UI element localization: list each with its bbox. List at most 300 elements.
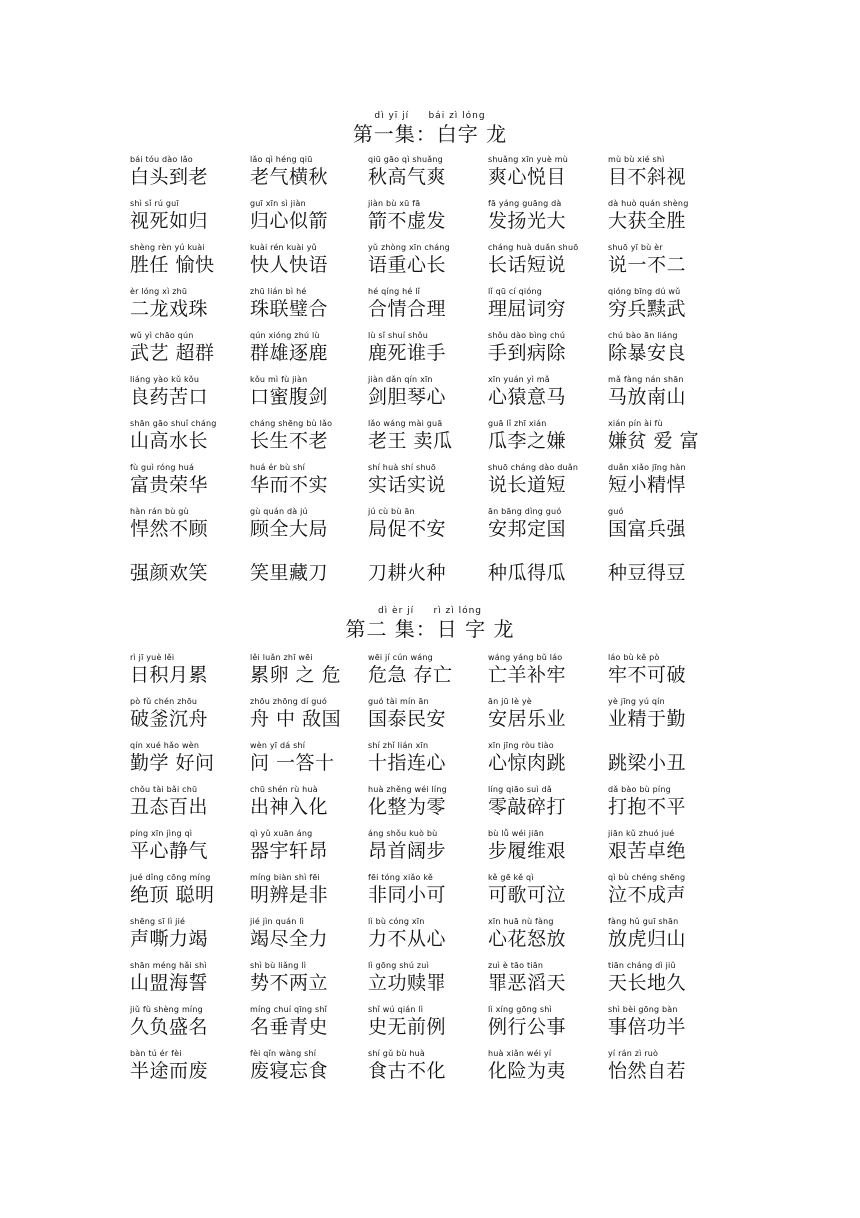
- idiom-text: 秋高气爽: [368, 166, 447, 188]
- section-1-title: [0, 110, 860, 146]
- idiom-row: [130, 1004, 850, 1048]
- idiom-pinyin: lì bù cóng xīn: [368, 917, 425, 926]
- idiom-pinyin: shí gǔ bù huà: [368, 1049, 426, 1058]
- idiom-row: [130, 242, 850, 286]
- idiom-cell: [368, 916, 486, 960]
- idiom-pinyin: dǎ bào bù píng: [608, 785, 671, 794]
- idiom-pinyin: shēng sī lì jié: [130, 917, 186, 926]
- idiom-text: 放虎归山: [608, 928, 687, 950]
- idiom-text: 破釜沉舟: [130, 708, 209, 730]
- idiom-text: 长话短说: [488, 254, 567, 276]
- idiom-text: 穷兵黩武: [608, 298, 687, 320]
- idiom-text: 非同小可: [368, 884, 447, 906]
- idiom-cell: [250, 550, 368, 594]
- idiom-cell: [608, 374, 726, 418]
- idiom-pinyin: guī xīn sì jiàn: [250, 199, 306, 208]
- idiom-text: 瓜李之嫌: [488, 430, 567, 452]
- idiom-text: 平心静气: [130, 840, 209, 862]
- idiom-cell: [250, 652, 368, 696]
- idiom-text: 除暴安良: [608, 342, 687, 364]
- idiom-pinyin: [608, 550, 726, 561]
- idiom-text: 良药苦口: [130, 386, 209, 408]
- idiom-text: 剑胆琴心: [368, 386, 447, 408]
- idiom-cell: [608, 916, 726, 960]
- idiom-pinyin: shì bèi gōng bàn: [608, 1005, 678, 1014]
- idiom-text: 绝顶 聪明: [130, 884, 215, 906]
- idiom-text: 强颜欢笑: [130, 562, 209, 584]
- idiom-pinyin: wèn yī dá shí: [250, 741, 306, 750]
- idiom-text: 珠联璧合: [250, 298, 329, 320]
- section-1-title-text: 第一集：白字 龙: [352, 122, 508, 146]
- idiom-cell: [368, 550, 486, 594]
- idiom-cell: [488, 418, 606, 462]
- idiom-pinyin: èr lóng xì zhū: [130, 287, 188, 296]
- idiom-cell: [250, 960, 368, 1004]
- idiom-cell: [368, 506, 486, 550]
- idiom-text: 勤学 好问: [130, 752, 215, 774]
- idiom-pinyin: fù guì róng huá: [130, 463, 195, 472]
- idiom-cell: [368, 872, 486, 916]
- idiom-text: 竭尽全力: [250, 928, 329, 950]
- idiom-text: 鹿死谁手: [368, 342, 447, 364]
- idiom-cell: [250, 286, 368, 330]
- idiom-pinyin: xīn huā nù fàng: [488, 917, 554, 926]
- idiom-cell: [488, 828, 606, 872]
- idiom-pinyin: jiān kǔ zhuó jué: [608, 829, 675, 838]
- idiom-text: 器宇轩昂: [250, 840, 329, 862]
- idiom-cell: [250, 418, 368, 462]
- idiom-pinyin: gù quán dà jú: [250, 507, 308, 516]
- idiom-text: 嫌贫 爱 富: [608, 430, 700, 452]
- idiom-cell: [250, 828, 368, 872]
- idiom-text: 说一不二: [608, 254, 687, 276]
- idiom-pinyin: lěi luǎn zhī wēi: [250, 653, 313, 662]
- idiom-text: 武艺 超群: [130, 342, 215, 364]
- idiom-pinyin: qín xué hǎo wèn: [130, 741, 200, 750]
- idiom-pinyin: fēi tóng xiǎo kě: [368, 873, 433, 882]
- idiom-cell: [608, 286, 726, 330]
- idiom-text: 危急 存亡: [368, 664, 453, 686]
- idiom-pinyin: jiàn dǎn qín xīn: [368, 375, 433, 384]
- idiom-pinyin: hé qíng hé lǐ: [368, 287, 421, 296]
- idiom-pinyin: yè jīng yú qín: [608, 697, 665, 706]
- idiom-text: 国泰民安: [368, 708, 447, 730]
- idiom-cell: [488, 872, 606, 916]
- idiom-cell: [368, 462, 486, 506]
- idiom-pinyin: fèi qǐn wàng shí: [250, 1049, 317, 1058]
- idiom-row: [130, 740, 850, 784]
- idiom-cell: [130, 198, 248, 242]
- idiom-cell: [130, 418, 248, 462]
- idiom-text: 心花怒放: [488, 928, 567, 950]
- idiom-pinyin: shì sǐ rú guī: [130, 199, 179, 208]
- idiom-text: 心猿意马: [488, 386, 567, 408]
- idiom-pinyin: lǐ qū cí qióng: [488, 287, 542, 296]
- idiom-pinyin: míng biàn shì fēi: [250, 873, 320, 882]
- idiom-cell: [250, 872, 368, 916]
- idiom-pinyin: jiàn bù xū fā: [368, 199, 421, 208]
- idiom-text: 零敲碎打: [488, 796, 567, 818]
- idiom-text: 舟 中 敌国: [250, 708, 342, 730]
- idiom-pinyin: huà zhěng wéi líng: [368, 785, 447, 794]
- idiom-pinyin: shuō cháng dào duǎn: [488, 463, 579, 472]
- idiom-cell: [368, 1004, 486, 1048]
- idiom-cell: [608, 418, 726, 462]
- idiom-pinyin: fàng hǔ guī shān: [608, 917, 679, 926]
- idiom-pinyin: kě gē kě qì: [488, 873, 534, 882]
- idiom-cell: [250, 740, 368, 784]
- idiom-pinyin: shí huà shí shuō: [368, 463, 436, 472]
- idiom-cell: [608, 828, 726, 872]
- idiom-text: 二龙戏珠: [130, 298, 209, 320]
- idiom-text: 理屈词穷: [488, 298, 567, 320]
- idiom-pinyin: [130, 550, 248, 561]
- idiom-text: 长生不老: [250, 430, 329, 452]
- idiom-cell: [368, 374, 486, 418]
- idiom-cell: [250, 1048, 368, 1092]
- section-2-title-text: 第二 集：日 字 龙: [345, 617, 515, 641]
- idiom-pinyin: huà xiǎn wéi yí: [488, 1049, 552, 1058]
- idiom-pinyin: cháng huà duǎn shuō: [488, 243, 579, 252]
- idiom-cell: [250, 198, 368, 242]
- idiom-cell: [608, 154, 726, 198]
- idiom-text: 白头到老: [130, 166, 209, 188]
- idiom-pinyin: píng xīn jìng qì: [130, 829, 193, 838]
- idiom-cell: [130, 506, 248, 550]
- idiom-pinyin: chú bào ān liáng: [608, 331, 678, 340]
- idiom-pinyin: áng shǒu kuò bù: [368, 829, 438, 838]
- idiom-pinyin: láo bù kě pò: [608, 653, 660, 662]
- idiom-cell: [368, 154, 486, 198]
- idiom-pinyin: xīn jīng ròu tiào: [488, 741, 554, 750]
- idiom-cell: [488, 740, 606, 784]
- idiom-text: 合情合理: [368, 298, 447, 320]
- idiom-row: [130, 828, 850, 872]
- idiom-row: [130, 652, 850, 696]
- idiom-text: 可歌可泣: [488, 884, 567, 906]
- idiom-cell: [130, 1004, 248, 1048]
- idiom-text: 天长地久: [608, 972, 687, 994]
- idiom-text: 怡然自若: [608, 1060, 687, 1082]
- idiom-text: 笑里藏刀: [250, 562, 329, 584]
- idiom-cell: [608, 740, 726, 784]
- idiom-pinyin: lǎo wáng mài guā: [368, 419, 443, 428]
- idiom-row: [130, 198, 850, 242]
- idiom-pinyin: ān jū lè yè: [488, 697, 532, 706]
- idiom-row: [130, 784, 850, 828]
- idiom-cell: [250, 1004, 368, 1048]
- idiom-cell: [608, 696, 726, 740]
- idiom-pinyin: xīn yuán yì mǎ: [488, 375, 550, 384]
- idiom-pinyin: jiǔ fù shèng míng: [130, 1005, 203, 1014]
- idiom-text: 声嘶力竭: [130, 928, 209, 950]
- idiom-cell: [608, 652, 726, 696]
- idiom-text: 短小精悍: [608, 474, 687, 496]
- idiom-cell: [608, 784, 726, 828]
- idiom-text: 局促不安: [368, 518, 447, 540]
- idiom-cell: [488, 242, 606, 286]
- idiom-cell: [368, 1048, 486, 1092]
- idiom-text: 丑态百出: [130, 796, 209, 818]
- idiom-text: 半途而废: [130, 1060, 209, 1082]
- idiom-pinyin: wēi jí cún wáng: [368, 653, 433, 662]
- idiom-row: [130, 154, 850, 198]
- idiom-cell: [250, 784, 368, 828]
- idiom-text: 久负盛名: [130, 1016, 209, 1038]
- idiom-cell: [250, 374, 368, 418]
- idiom-pinyin: yí rán zì ruò: [608, 1049, 659, 1058]
- idiom-text: 昂首阔步: [368, 840, 447, 862]
- idiom-text: 牢不可破: [608, 664, 687, 686]
- idiom-row: [130, 916, 850, 960]
- idiom-text: 十指连心: [368, 752, 447, 774]
- idiom-pinyin: fā yáng guāng dà: [488, 199, 562, 208]
- idiom-pinyin: shuǎng xīn yuè mù: [488, 155, 569, 164]
- idiom-row: [130, 506, 850, 550]
- idiom-cell: [368, 418, 486, 462]
- idiom-text: 说长道短: [488, 474, 567, 496]
- idiom-text: 老气横秋: [250, 166, 329, 188]
- idiom-text: 力不从心: [368, 928, 447, 950]
- idiom-row: [130, 286, 850, 330]
- idiom-cell: [488, 916, 606, 960]
- idiom-text: 安居乐业: [488, 708, 567, 730]
- idiom-row: [130, 330, 850, 374]
- idiom-cell: [130, 550, 248, 594]
- idiom-pinyin: zhōu zhōng dí guó: [250, 697, 327, 706]
- idiom-pinyin: liáng yào kǔ kǒu: [130, 375, 200, 384]
- idiom-cell: [368, 242, 486, 286]
- idiom-cell: [368, 330, 486, 374]
- idiom-cell: [250, 696, 368, 740]
- idiom-pinyin: míng chuí qīng shǐ: [250, 1005, 328, 1014]
- section-1-idiom-grid: [130, 154, 850, 594]
- idiom-cell: [488, 652, 606, 696]
- idiom-pinyin: bàn tú ér fèi: [130, 1049, 182, 1058]
- idiom-text: 问 一答十: [250, 752, 335, 774]
- idiom-row: [130, 696, 850, 740]
- idiom-row: [130, 872, 850, 916]
- idiom-pinyin: lù sǐ shuí shǒu: [368, 331, 429, 340]
- idiom-text: 势不两立: [250, 972, 329, 994]
- idiom-pinyin: shì bù liǎng lì: [250, 961, 307, 970]
- idiom-cell: [130, 696, 248, 740]
- idiom-text: 视死如归: [130, 210, 209, 232]
- idiom-text: 食古不化: [368, 1060, 447, 1082]
- section-2-title: [0, 605, 860, 641]
- idiom-pinyin: wáng yáng bǔ láo: [488, 653, 563, 662]
- idiom-cell: [130, 960, 248, 1004]
- idiom-cell: [130, 784, 248, 828]
- idiom-text: 心惊肉跳: [488, 752, 567, 774]
- idiom-cell: [130, 154, 248, 198]
- idiom-pinyin: cháng shēng bù lǎo: [250, 419, 333, 428]
- idiom-cell: [608, 872, 726, 916]
- idiom-pinyin: shān méng hǎi shì: [130, 961, 207, 970]
- idiom-text: 化整为零: [368, 796, 447, 818]
- idiom-cell: [488, 1004, 606, 1048]
- idiom-text: 老王 卖瓜: [368, 430, 453, 452]
- idiom-text: 亡羊补牢: [488, 664, 567, 686]
- idiom-pinyin: chǒu tài bǎi chū: [130, 785, 198, 794]
- idiom-text: 语重心长: [368, 254, 447, 276]
- idiom-pinyin: mù bù xié shì: [608, 155, 665, 164]
- idiom-cell: [488, 154, 606, 198]
- idiom-text: 手到病除: [488, 342, 567, 364]
- idiom-text: 悍然不顾: [130, 518, 209, 540]
- idiom-text: 马放南山: [608, 386, 687, 408]
- idiom-text: 刀耕火种: [368, 562, 447, 584]
- idiom-pinyin: bù lǚ wéi jiān: [488, 829, 544, 838]
- idiom-text: 种瓜得瓜: [488, 562, 567, 584]
- idiom-pinyin: jú cù bù ān: [368, 507, 415, 516]
- idiom-cell: [488, 784, 606, 828]
- idiom-cell: [250, 330, 368, 374]
- idiom-cell: [130, 242, 248, 286]
- idiom-cell: [488, 374, 606, 418]
- idiom-cell: [368, 696, 486, 740]
- idiom-text: 实话实说: [368, 474, 447, 496]
- idiom-cell: [608, 198, 726, 242]
- idiom-cell: [130, 916, 248, 960]
- idiom-pinyin: rì jī yuè lěi: [130, 653, 175, 662]
- idiom-cell: [608, 330, 726, 374]
- idiom-text: 发扬光大: [488, 210, 567, 232]
- idiom-text: 罪恶滔天: [488, 972, 567, 994]
- idiom-pinyin: [608, 740, 726, 751]
- idiom-text: 国富兵强: [608, 518, 687, 540]
- idiom-cell: [130, 330, 248, 374]
- idiom-row: [130, 550, 850, 594]
- idiom-pinyin: qiū gāo qì shuǎng: [368, 155, 443, 164]
- idiom-text: 化险为夷: [488, 1060, 567, 1082]
- idiom-pinyin: jié jìn quán lì: [250, 917, 305, 926]
- idiom-pinyin: kǒu mì fù jiàn: [250, 375, 308, 384]
- idiom-pinyin: qì bù chéng shēng: [608, 873, 686, 882]
- idiom-pinyin: líng qiāo suì dǎ: [488, 785, 552, 794]
- idiom-text: 艰苦卓绝: [608, 840, 687, 862]
- idiom-cell: [250, 242, 368, 286]
- idiom-cell: [250, 916, 368, 960]
- idiom-text: 出神入化: [250, 796, 329, 818]
- idiom-text: 累卵 之 危: [250, 664, 342, 686]
- idiom-pinyin: pò fǔ chén zhōu: [130, 697, 198, 706]
- idiom-text: 爽心悦目: [488, 166, 567, 188]
- idiom-pinyin: bái tóu dào lǎo: [130, 155, 193, 164]
- idiom-text: 名垂青史: [250, 1016, 329, 1038]
- idiom-text: 打抱不平: [608, 796, 687, 818]
- idiom-text: 业精于勤: [608, 708, 687, 730]
- idiom-cell: [368, 784, 486, 828]
- idiom-pinyin: dà huò quán shèng: [608, 199, 689, 208]
- idiom-text: 山高水长: [130, 430, 209, 452]
- section-1-title-pinyin: dì yī jí bái zì lóng: [374, 111, 486, 121]
- idiom-pinyin: chū shén rù huà: [250, 785, 318, 794]
- idiom-text: 箭不虚发: [368, 210, 447, 232]
- idiom-text: 顾全大局: [250, 518, 329, 540]
- idiom-text: 华而不实: [250, 474, 329, 496]
- idiom-text: 口蜜腹剑: [250, 386, 329, 408]
- idiom-cell: [608, 550, 726, 594]
- idiom-row: [130, 418, 850, 462]
- idiom-cell: [130, 828, 248, 872]
- idiom-pinyin: yǔ zhòng xīn cháng: [368, 243, 450, 252]
- idiom-text: 富贵荣华: [130, 474, 209, 496]
- idiom-row: [130, 1048, 850, 1092]
- idiom-pinyin: qún xióng zhú lù: [250, 331, 320, 340]
- idiom-text: 目不斜视: [608, 166, 687, 188]
- idiom-cell: [608, 462, 726, 506]
- idiom-row: [130, 462, 850, 506]
- idiom-pinyin: guó: [608, 507, 624, 516]
- idiom-text: 种豆得豆: [608, 562, 687, 584]
- idiom-text: 步履维艰: [488, 840, 567, 862]
- idiom-pinyin: [368, 550, 486, 561]
- idiom-cell: [250, 154, 368, 198]
- idiom-pinyin: wǔ yì chāo qún: [130, 331, 194, 340]
- section-2-title-pinyin: dì èr jí rì zì lóng: [377, 606, 483, 616]
- idiom-pinyin: shān gāo shuǐ cháng: [130, 419, 217, 428]
- idiom-cell: [368, 740, 486, 784]
- idiom-pinyin: hàn rán bù gù: [130, 507, 189, 516]
- idiom-pinyin: qì yǔ xuān áng: [250, 829, 313, 838]
- idiom-cell: [608, 960, 726, 1004]
- idiom-cell: [130, 1048, 248, 1092]
- idiom-pinyin: zhū lián bì hé: [250, 287, 307, 296]
- idiom-pinyin: lì gōng shú zuì: [368, 961, 429, 970]
- idiom-pinyin: huá ér bù shí: [250, 463, 306, 472]
- idiom-pinyin: lǎo qì héng qiū: [250, 155, 313, 164]
- idiom-cell: [368, 960, 486, 1004]
- idiom-cell: [488, 198, 606, 242]
- idiom-text: 安邦定国: [488, 518, 567, 540]
- idiom-pinyin: zuì è tāo tiān: [488, 961, 544, 970]
- idiom-cell: [250, 462, 368, 506]
- idiom-pinyin: [250, 550, 368, 561]
- idiom-cell: [130, 286, 248, 330]
- idiom-text: 日积月累: [130, 664, 209, 686]
- idiom-text: 废寝忘食: [250, 1060, 329, 1082]
- idiom-text: 立功赎罪: [368, 972, 447, 994]
- idiom-cell: [488, 550, 606, 594]
- idiom-cell: [608, 1004, 726, 1048]
- idiom-text: 山盟海誓: [130, 972, 209, 994]
- idiom-text: 例行公事: [488, 1016, 567, 1038]
- idiom-text: 史无前例: [368, 1016, 447, 1038]
- idiom-cell: [488, 696, 606, 740]
- idiom-cell: [368, 652, 486, 696]
- idiom-text: 跳梁小丑: [608, 752, 687, 774]
- idiom-text: 明辨是非: [250, 884, 329, 906]
- idiom-pinyin: ān bāng dìng guó: [488, 507, 562, 516]
- section-2-idiom-grid: [130, 652, 850, 1092]
- idiom-cell: [488, 960, 606, 1004]
- idiom-pinyin: jué dǐng cōng míng: [130, 873, 211, 882]
- idiom-cell: [608, 242, 726, 286]
- idiom-text: 大获全胜: [608, 210, 687, 232]
- idiom-cell: [488, 462, 606, 506]
- idiom-pinyin: duǎn xiǎo jīng hàn: [608, 463, 686, 472]
- idiom-cell: [250, 506, 368, 550]
- idiom-cell: [608, 506, 726, 550]
- idiom-cell: [368, 286, 486, 330]
- idiom-cell: [130, 740, 248, 784]
- idiom-cell: [488, 1048, 606, 1092]
- idiom-pinyin: shí zhǐ lián xīn: [368, 741, 429, 750]
- idiom-cell: [130, 652, 248, 696]
- idiom-cell: [488, 330, 606, 374]
- idiom-pinyin: tiān cháng dì jiǔ: [608, 961, 676, 970]
